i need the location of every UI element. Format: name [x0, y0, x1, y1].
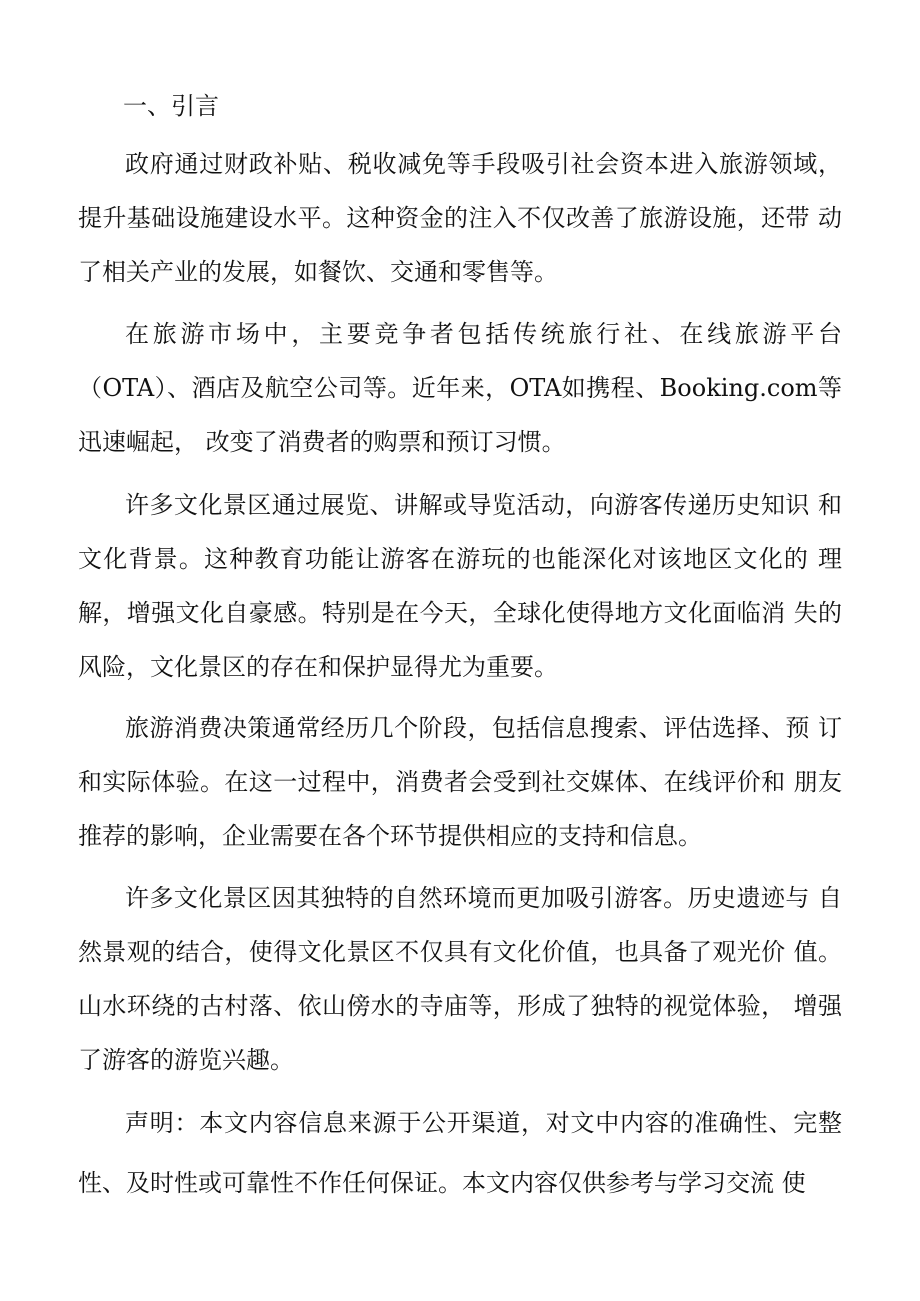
paragraph-disclaimer: 声明：本文内容信息来源于公开渠道，对文中内容的准确性、完整性、及时性或可靠性不作任何保证。本文内容仅供参考与学习交流 使	[78, 1109, 842, 1197]
paragraph-natural-environment: 许多文化景区因其独特的自然环境而更加吸引游客。历史遗迹与 自然景观的结合，使得文化景区不仅具有文化价值，也具备了观光价 值。山水环绕的古村落、依山傍水的寺庙等，形成了独特的视觉体验， 增强了游客的游览兴趣。	[78, 884, 842, 1074]
paragraph-cultural-education: 许多文化景区通过展览、讲解或导览活动，向游客传递历史知识 和文化背景。这种教育功能让游客在游玩的也能深化对该地区文化的 理解，增强文化自豪感。特别是在今天，全球化使得地方文化面临消 失的风险，文化景区的存在和保护显得尤为重要。	[78, 491, 842, 681]
section-heading: 一、引言	[123, 92, 219, 120]
paragraph-consumer-decision: 旅游消费决策通常经历几个阶段，包括信息搜索、评估选择、预 订和实际体验。在这一过程中，消费者会受到社交媒体、在线评价和 朋友推荐的影响，企业需要在各个环节提供相应的支持和信息。	[78, 714, 842, 850]
paragraph-market-competition: 在旅游市场中，主要竞争者包括传统旅行社、在线旅游平台（OTA）、酒店及航空公司等。近年来，OTA如携程、Booking.com等迅速崛起， 改变了消费者的购票和预订习惯。	[78, 320, 842, 456]
paragraph-investment: 政府通过财政补贴、税收减免等手段吸引社会资本进入旅游领域， 提升基础设施建设水平。这种资金的注入不仅改善了旅游设施，还带 动了相关产业的发展，如餐饮、交通和零售等。	[78, 150, 842, 286]
